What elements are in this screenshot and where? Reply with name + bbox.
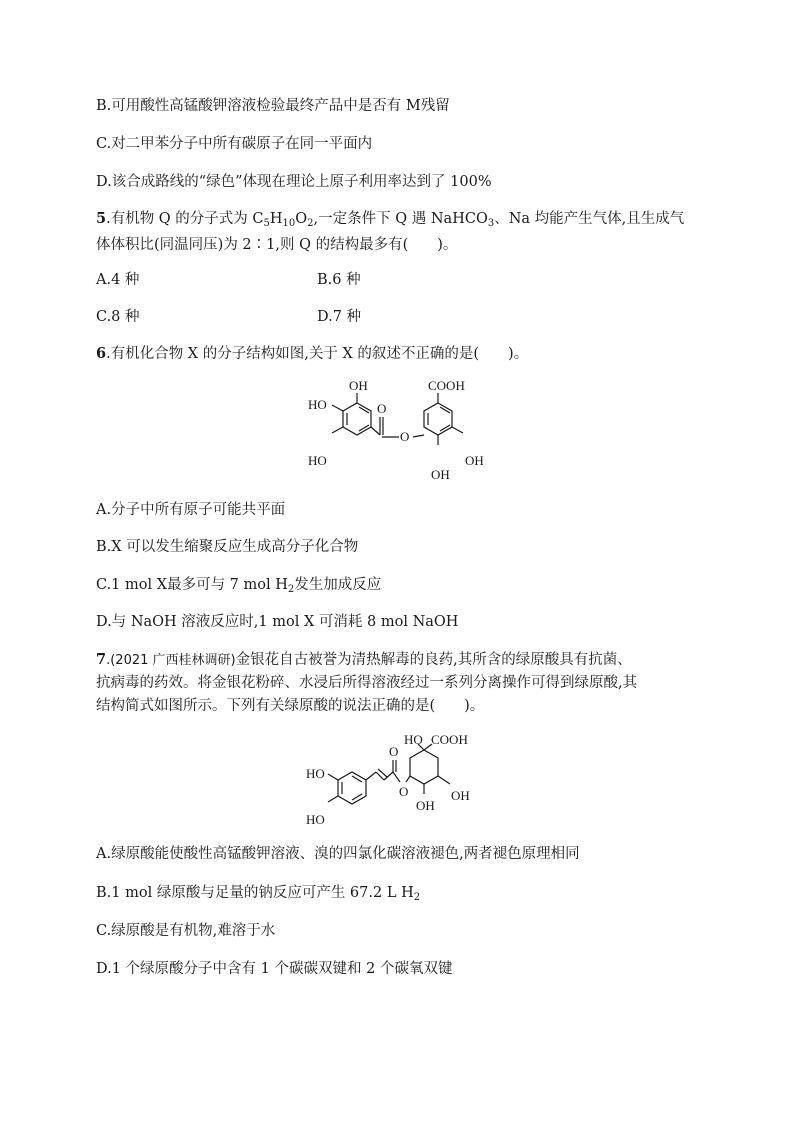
q7-label-o-carbonyl: O	[389, 744, 399, 759]
q6-option-d: D.与 NaOH 溶液反应时,1 mol X 可消耗 8 mol NaOH	[96, 614, 459, 630]
q6-label-oh-top: OH	[349, 378, 368, 393]
subscript: 2	[307, 218, 314, 229]
q7-source: .(2021 广西桂林调研)	[106, 653, 236, 668]
q5-text-o: O	[295, 211, 308, 227]
q7-molecule-structure	[300, 730, 500, 830]
q5-text-b: ,一定条件下 Q 遇 NaHCO	[313, 211, 488, 227]
q6-label-oh-bottom: OH	[431, 467, 450, 482]
q7-label-o-ester: O	[399, 784, 409, 799]
q6-option-c-tail: 发生加成反应	[294, 577, 382, 593]
q6-molecule-structure	[300, 375, 500, 487]
q7-option-b	[96, 883, 420, 903]
q7-label-oh-bottom: OH	[416, 798, 435, 813]
subscript: 5	[263, 218, 270, 229]
question-number: 6	[96, 345, 107, 362]
subscript: 3	[487, 218, 495, 229]
q7-stem-text: 金银花自古被誉为清热解毒的良药,其所含的绿原酸具有抗菌、	[235, 652, 632, 668]
q6-option-b: B.X 可以发生缩聚反应生成高分子化合物	[96, 539, 359, 555]
q5-text-a: .有机物 Q 的分子式为 C	[106, 211, 264, 227]
subscript: 2	[413, 892, 421, 903]
q7-label-cooh: COOH	[431, 732, 468, 747]
q5-option-c: C.8 种	[96, 309, 140, 325]
q5-stem-line2: 体体积比(同温同压)为 2∶1,则 Q 的结构最多有( )。	[96, 237, 458, 253]
q4-option-c: C.对二甲苯分子中所有碳原子在同一平面内	[96, 136, 373, 152]
q5-option-d: D.7 种	[317, 309, 362, 325]
q6-label-ho-upper: HO	[308, 397, 327, 412]
question-number: 7	[96, 651, 107, 668]
q6-option-c	[96, 575, 381, 595]
q5-text-c: 、Na 均能产生气体,且生成气	[494, 211, 685, 227]
q5-option-a: A.4 种	[96, 272, 140, 288]
q6-stem-text: .有机化合物 X 的分子结构如图,关于 X 的叙述不正确的是( )。	[106, 346, 529, 362]
q5-text-h: H	[269, 211, 283, 227]
q4-option-d: D.该合成路线的“绿色”体现在理论上原子利用率达到了 100%	[96, 174, 492, 190]
q6-label-cooh: COOH	[428, 378, 465, 393]
q6-label-o-carbonyl: O	[377, 401, 387, 416]
q5-stem-line1	[96, 209, 684, 229]
subscript: 2	[287, 584, 295, 595]
q7-label-ho-upper: HO	[306, 766, 325, 781]
q6-option-a: A.分子中所有原子可能共平面	[96, 502, 286, 518]
question-number: 5	[96, 210, 107, 227]
q6-label-o-ester: O	[400, 429, 410, 444]
q7-label-oh-right: OH	[451, 788, 470, 803]
q5-option-b: B.6 种	[317, 272, 361, 288]
subscript: 10	[282, 218, 296, 229]
q7-stem-line3: 结构简式如图所示。下列有关绿原酸的说法正确的是( )。	[96, 698, 485, 714]
q4-option-b: B.可用酸性高锰酸钾溶液检验最终产品中是否有 M残留	[96, 98, 450, 114]
q7-label-ho-lower: HO	[306, 812, 325, 827]
q7-option-c: C.绿原酸是有机物,难溶于水	[96, 923, 276, 939]
q7-label-ho-top: HO	[404, 732, 423, 747]
q5-options-row1	[96, 270, 361, 290]
q6-label-ho-lower: HO	[308, 453, 327, 468]
q6-label-oh-right: OH	[465, 453, 484, 468]
q6-stem	[96, 344, 528, 364]
q6-option-c-text: C.1 mol X最多可与 7 mol H	[96, 577, 288, 593]
q5-options-row2	[96, 307, 362, 327]
q7-option-a: A.绿原酸能使酸性高锰酸钾溶液、溴的四氯化碳溶液褪色,两者褪色原理相同	[96, 846, 580, 862]
q7-option-d: D.1 个绿原酸分子中含有 1 个碳碳双键和 2 个碳氧双键	[96, 961, 453, 977]
q7-stem-line2: 抗病毒的药效。将金银花粉碎、水浸后所得溶液经过一系列分离操作可得到绿原酸,其	[96, 675, 638, 691]
q7-stem-line1	[96, 650, 632, 671]
q7-option-b-text: B.1 mol 绿原酸与足量的钠反应可产生 67.2 L H	[96, 885, 414, 901]
